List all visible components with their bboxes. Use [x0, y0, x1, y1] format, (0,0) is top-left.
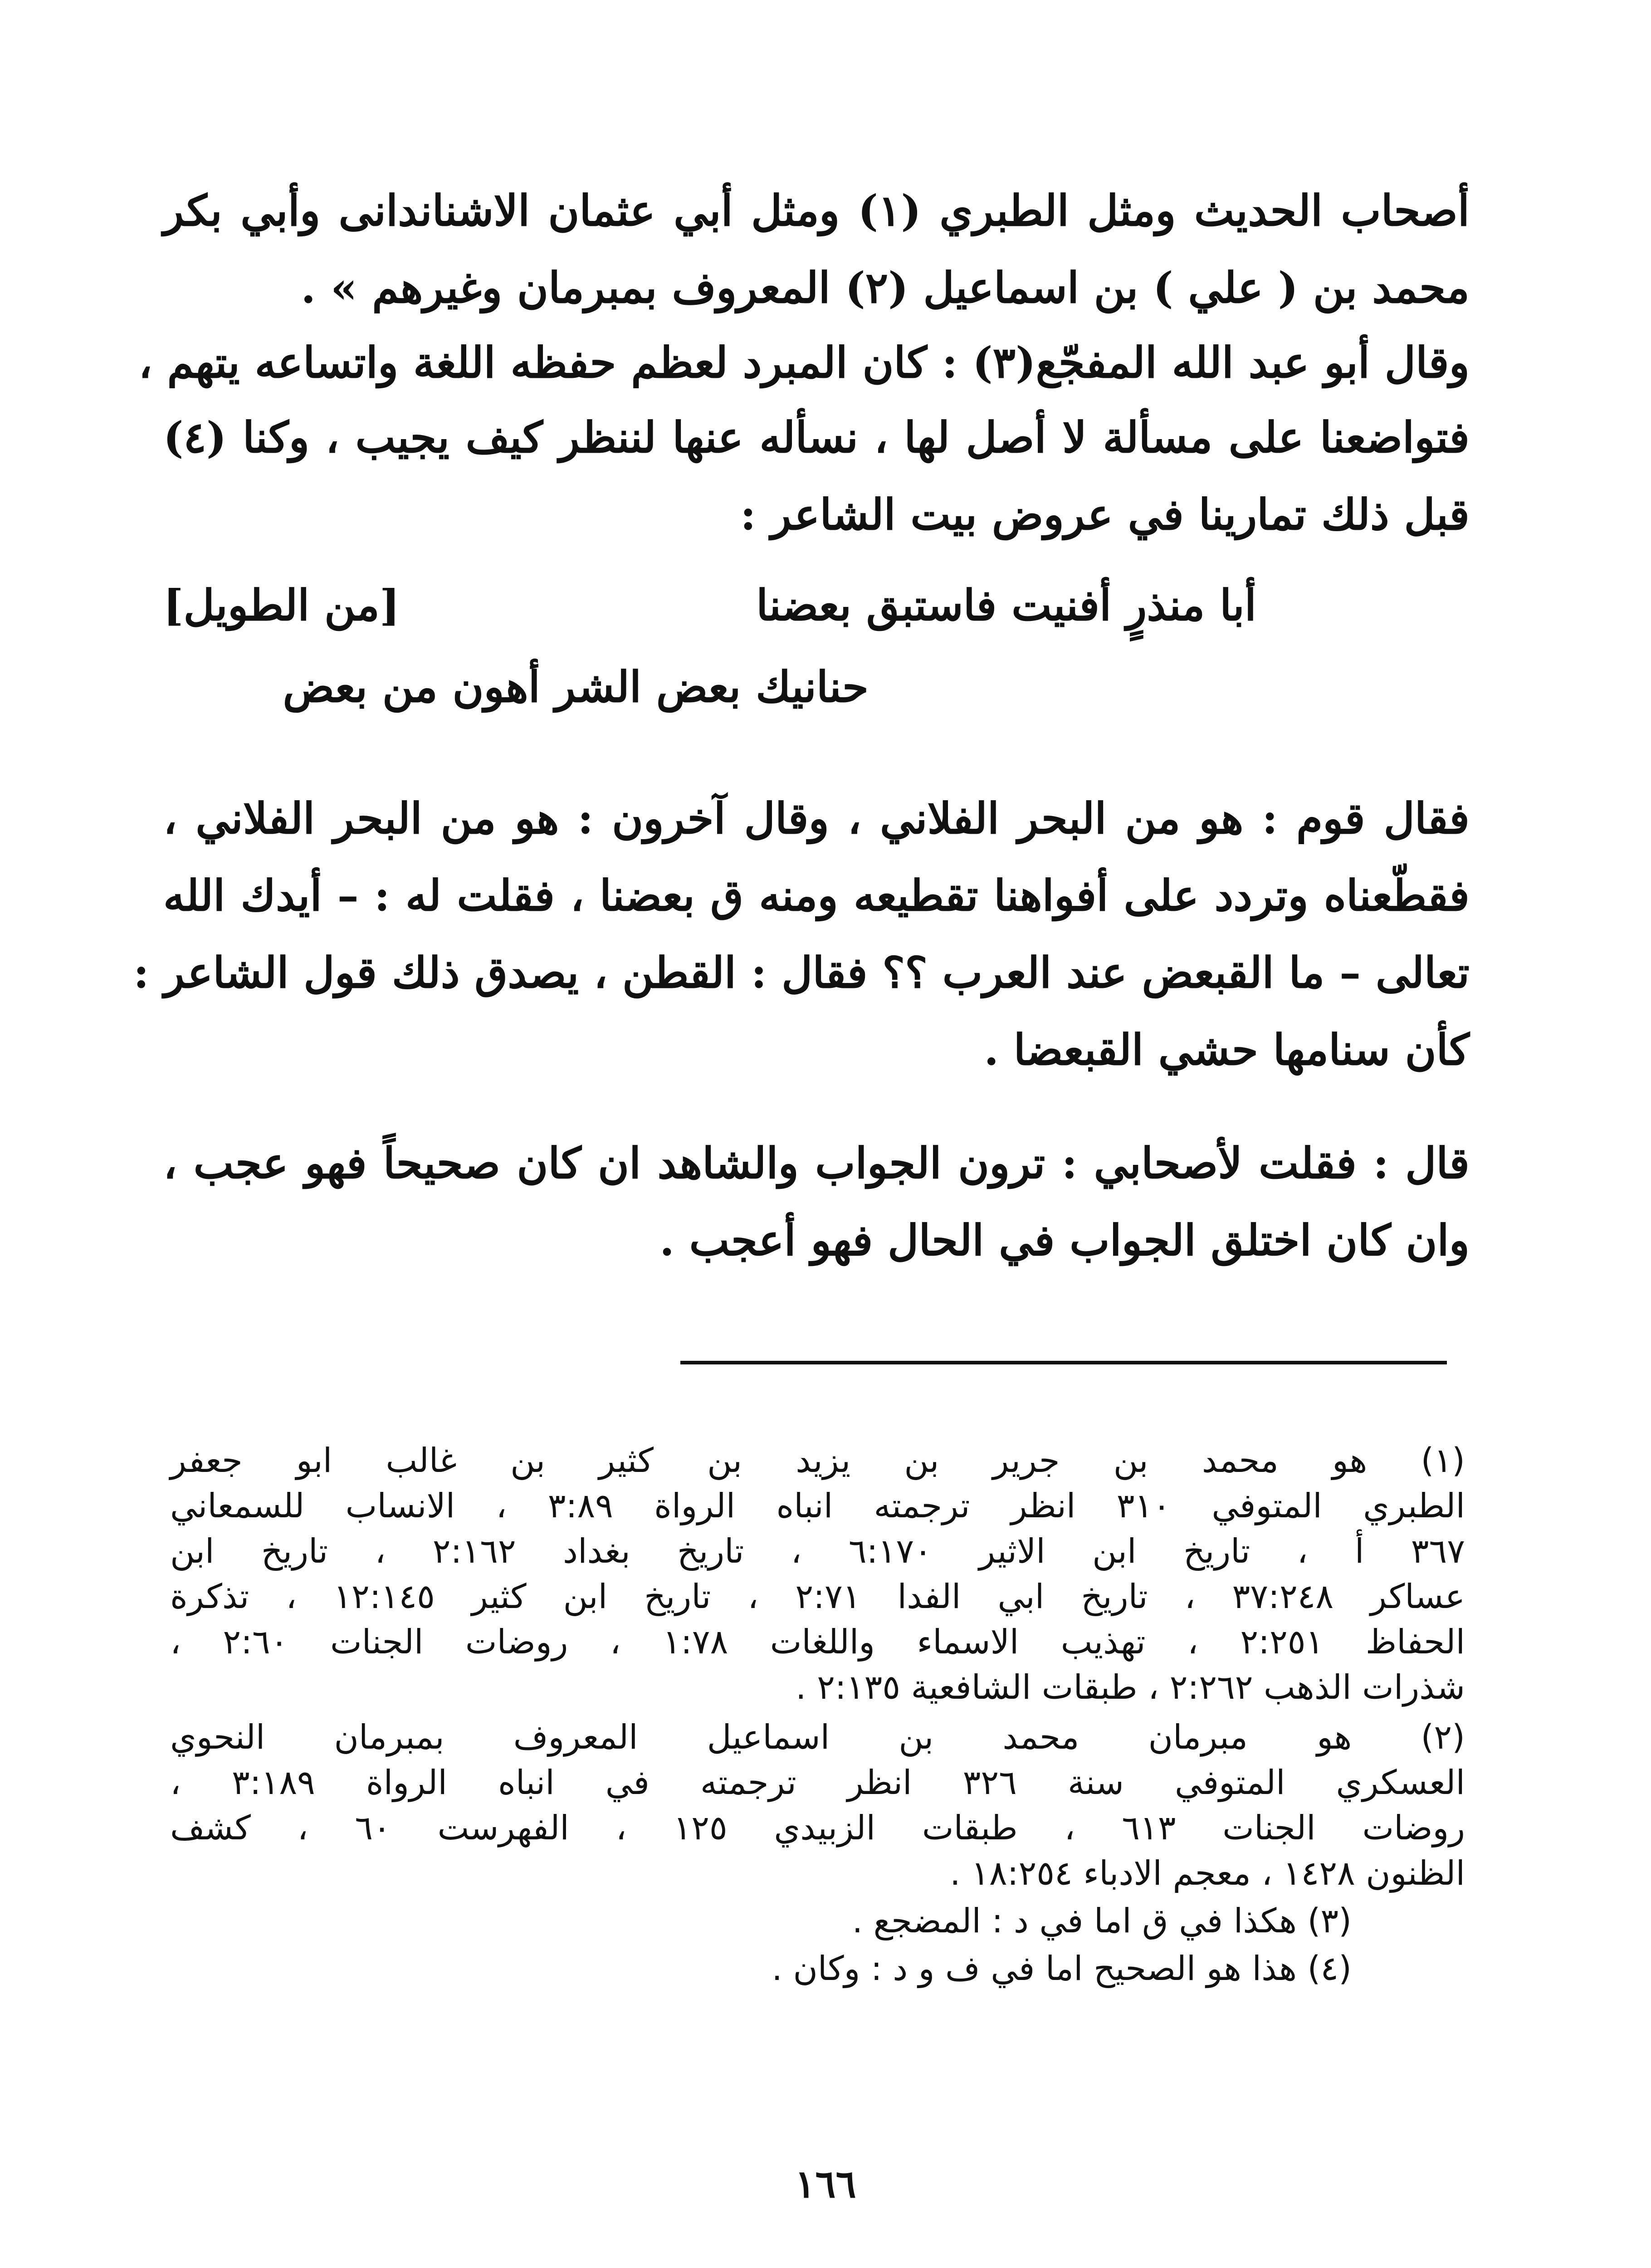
- footnote-line: الظنون ١٤٢٨ ، معجم الادباء ١٨:٢٥٤ .: [950, 1854, 1465, 1893]
- page-number: ١٦٦: [795, 2161, 856, 2206]
- text-line: قال : فقلت لأصحابي : ترون الجواب والشاهد ان كان صحيحاً فهو عجب ،: [163, 1139, 1470, 1188]
- footnote-separator: [680, 1361, 1447, 1364]
- footnote-line: (٣) هكذا في ق اما في د : المضجع .: [852, 1901, 1352, 1941]
- verse-meter-label: [من الطويل]: [163, 581, 400, 631]
- footnote-line: الطبري المتوفي ٣١٠ انظر ترجمته انباه الرواة ٣:٨٩ ، الانساب للسمعاني: [170, 1486, 1465, 1525]
- text-line: فقال قوم : هو من البحر الفلاني ، وقال آخرون : هو من البحر الفلاني ،: [163, 794, 1470, 844]
- text-line: وان كان اختلق الجواب في الحال فهو أعجب .: [659, 1216, 1470, 1266]
- footnote-line: (٢) هو مبرمان محمد بن اسماعيل المعروف بمبرمان النحوي: [170, 1718, 1465, 1757]
- text-line: أصحاب الحديث ومثل الطبري (١) ومثل أبي عثمان الاشناندانى وأبي بكر: [163, 186, 1470, 236]
- footnote-line: ٣٦٧ أ ، تاريخ ابن الاثير ٦:١٧٠ ، تاريخ بغداد ٢:١٦٢ ، تاريخ ابن: [170, 1532, 1465, 1571]
- footnote-line: الحفاظ ٢:٢٥١ ، تهذيب الاسماء واللغات ١:٧٨ ، روضات الجنات ٢:٦٠ ،: [170, 1623, 1465, 1662]
- text-line: تعالى – ما القبعض عند العرب ؟؟ فقال : القطن ، يصدق ذلك قول الشاعر :: [133, 948, 1470, 998]
- footnote-line: عساكر ٣٧:٢٤٨ ، تاريخ ابي الفدا ٢:٧١ ، تاريخ ابن كثير ١٢:١٤٥ ، تذكرة: [170, 1577, 1465, 1616]
- footnote-line: (١) هو محمد بن جرير بن يزيد بن كثير بن غالب ابو جعفر: [170, 1441, 1465, 1480]
- footnote-line: (٤) هذا هو الصحيح اما في ف و د : وكان .: [772, 1949, 1352, 1988]
- footnote-line: شذرات الذهب ٢:٢٦٢ ، طبقات الشافعية ٢:١٣٥ .: [796, 1668, 1465, 1707]
- footnote-line: روضات الجنات ٦١٣ ، طبقات الزبيدي ١٢٥ ، الفهرست ٦٠ ، كشف: [170, 1809, 1465, 1848]
- verse-hemistich-second: حنانيك بعض الشر أهون من بعض: [283, 662, 869, 712]
- text-line: قبل ذلك تمارينا في عروض بيت الشاعر :: [740, 490, 1470, 540]
- text-line: محمد بن ( علي ) بن اسماعيل (٢) المعروف بمبرمان وغيرهم » .: [301, 263, 1470, 313]
- text-line: فتواضعنا على مسألة لا أصل لها ، نسأله عنها لننظر كيف يجيب ، وكنا (٤): [163, 413, 1470, 463]
- footnote-line: العسكري المتوفي سنة ٣٢٦ انظر ترجمته في انباه الرواة ٣:١٨٩ ،: [170, 1763, 1465, 1802]
- verse-hemistich-first: أبا منذرٍ أفنيت فاستبق بعضنا: [756, 581, 1256, 631]
- text-line: كأن سنامها حشي القبعضا .: [984, 1025, 1470, 1075]
- text-line: فقطّعناه وتردد على أفواهنا تقطيعه ومنه ق بعضنا ، فقلت له : – أيدك الله: [163, 871, 1470, 921]
- text-line: وقال أبو عبد الله المفجّع(٣) : كان المبرد لعظم حفظه اللغة واتساعه يتهم ،: [138, 338, 1470, 388]
